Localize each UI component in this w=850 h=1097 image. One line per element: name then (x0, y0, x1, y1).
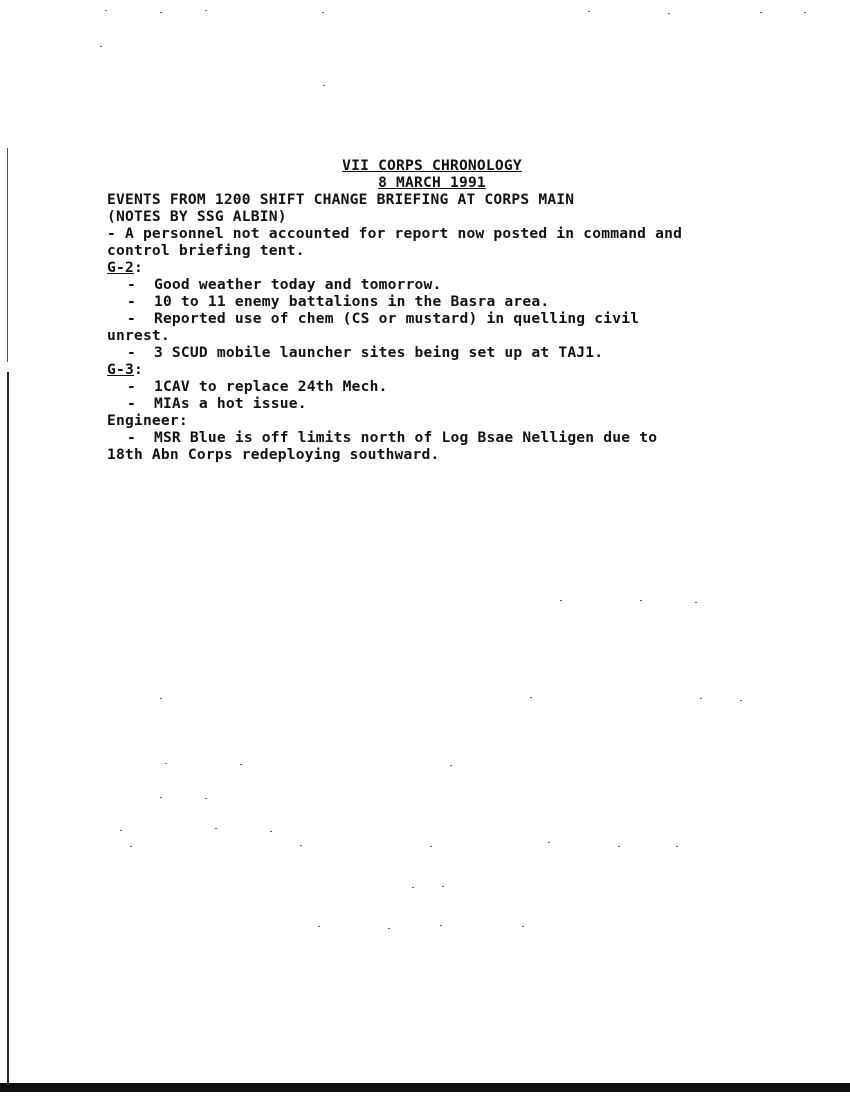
engineer-item-line-2: 18th Abn Corps redeploying southward. (107, 446, 440, 463)
g3-heading: G-3 (107, 361, 134, 378)
g2-item-3-cont: unrest. (107, 327, 170, 344)
g3-heading-line (107, 361, 757, 378)
intro-line-2: (NOTES BY SSG ALBIN) (107, 208, 287, 225)
scan-edge-bar (7, 372, 9, 1084)
intro-line-1: EVENTS FROM 1200 SHIFT CHANGE BRIEFING AT CORPS MAIN (107, 191, 575, 208)
scan-edge-line (7, 148, 8, 362)
g2-item-1: - Good weather today and tomorrow. (127, 276, 442, 293)
g2-item-3: - Reported use of chem (CS or mustard) in quelling civil (127, 310, 640, 327)
g3-item-1: - 1CAV to replace 24th Mech. (127, 378, 388, 395)
scan-bottom-bar (0, 1083, 850, 1092)
g3-item-2: - MIAs a hot issue. (127, 395, 307, 412)
engineer-item-line-1: - MSR Blue is off limits north of Log Bsae Nelligen due to (127, 429, 658, 446)
document-title: VII CORPS CHRONOLOGY (342, 157, 522, 174)
opening-item: - A personnel not accounted for report now posted in command and control briefing tent. (107, 225, 683, 259)
engineer-heading: Engineer: (107, 412, 188, 429)
g2-heading-line (107, 259, 757, 276)
g2-heading: G-2 (107, 259, 134, 276)
document-date: 8 MARCH 1991 (378, 174, 486, 191)
g2-colon: : (133, 259, 143, 276)
g2-item-4: - 3 SCUD mobile launcher sites being set up at TAJ1. (127, 344, 604, 361)
g2-item-2: - 10 to 11 enemy battalions in the Basra area. (127, 293, 550, 310)
document-body (107, 157, 757, 463)
g3-colon: : (133, 361, 143, 378)
